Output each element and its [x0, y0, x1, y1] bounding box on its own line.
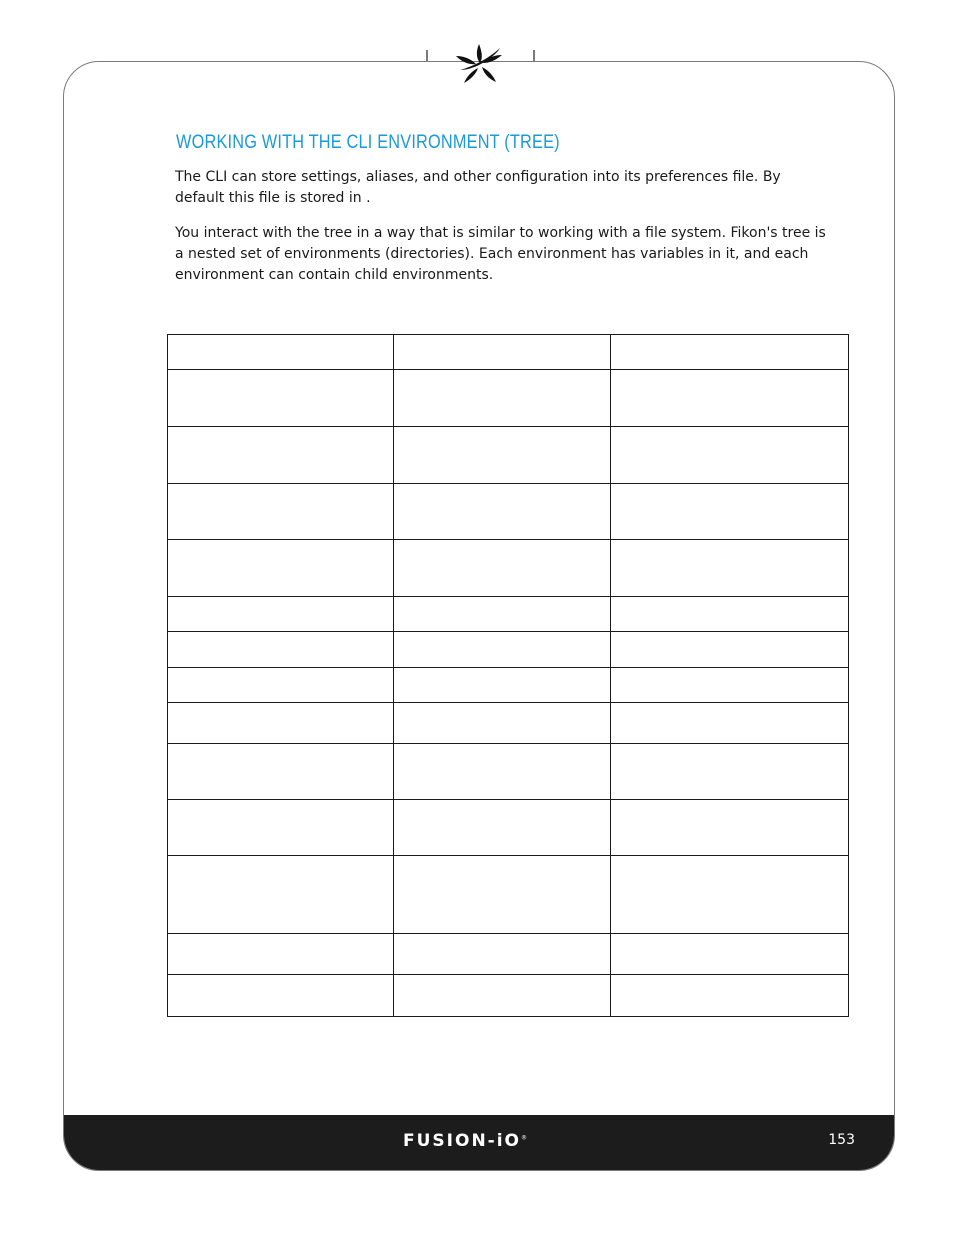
- table-row: [168, 975, 849, 1017]
- table-row: [168, 668, 849, 703]
- table-row: [168, 335, 849, 370]
- table-cell: [394, 744, 611, 800]
- table-cell: [611, 427, 849, 484]
- table-cell: [394, 934, 611, 975]
- table-cell: [394, 335, 611, 370]
- table-cell: [168, 744, 394, 800]
- table-cell: [168, 632, 394, 668]
- page-number: 153: [828, 1132, 855, 1148]
- table-cell: [394, 484, 611, 540]
- table-cell: [168, 335, 394, 370]
- table-cell: [611, 934, 849, 975]
- footer-band: [64, 1115, 894, 1170]
- footer-brand-logo: FUSION-iO®: [403, 1131, 529, 1151]
- tree-paragraph: You interact with the tree in a way that is similar to working with a file system. Fikon's tree is a nested set of environments (directories). Each environment has variables in it, and each environment can contain child environments.: [175, 225, 826, 283]
- table-row: [168, 703, 849, 744]
- intro-paragraph: The CLI can store settings, aliases, and other configuration into its preferences file. By default this file is stored in .: [175, 169, 781, 206]
- table-cell: [611, 540, 849, 597]
- table-row: [168, 800, 849, 856]
- table-cell: [611, 856, 849, 934]
- table-cell: [168, 370, 394, 427]
- table-cell: [168, 800, 394, 856]
- table-row: [168, 744, 849, 800]
- table-cell: [168, 484, 394, 540]
- table-cell: [394, 856, 611, 934]
- table-cell: [394, 540, 611, 597]
- table-row: [168, 540, 849, 597]
- table-cell: [611, 632, 849, 668]
- table-cell: [611, 597, 849, 632]
- table-cell: [611, 484, 849, 540]
- table-cell: [168, 427, 394, 484]
- table-cell: [168, 856, 394, 934]
- table-cell: [611, 975, 849, 1017]
- table-row: [168, 934, 849, 975]
- table-cell: [611, 703, 849, 744]
- table-cell: [611, 370, 849, 427]
- table-row: [168, 427, 849, 484]
- table-cell: [394, 668, 611, 703]
- table-cell: [394, 597, 611, 632]
- table-cell: [611, 744, 849, 800]
- fusion-io-star-logo-icon: [452, 42, 506, 86]
- table-row: [168, 597, 849, 632]
- table-row: [168, 370, 849, 427]
- table-cell: [168, 668, 394, 703]
- table-row: [168, 484, 849, 540]
- table-cell: [394, 632, 611, 668]
- table-cell: [168, 975, 394, 1017]
- table-cell: [168, 703, 394, 744]
- table-cell: [168, 540, 394, 597]
- table-cell: [168, 597, 394, 632]
- table-cell: [394, 975, 611, 1017]
- table-row: [168, 856, 849, 934]
- table-cell: [394, 427, 611, 484]
- table-cell: [394, 800, 611, 856]
- table-cell: [611, 335, 849, 370]
- table-cell: [394, 703, 611, 744]
- table-cell: [611, 800, 849, 856]
- table-cell: [394, 370, 611, 427]
- table-cell: [611, 668, 849, 703]
- table-row: [168, 632, 849, 668]
- commands-table: [167, 334, 849, 1017]
- section-heading: WORKING WITH THE CLI ENVIRONMENT (TREE): [176, 132, 560, 153]
- table-cell: [168, 934, 394, 975]
